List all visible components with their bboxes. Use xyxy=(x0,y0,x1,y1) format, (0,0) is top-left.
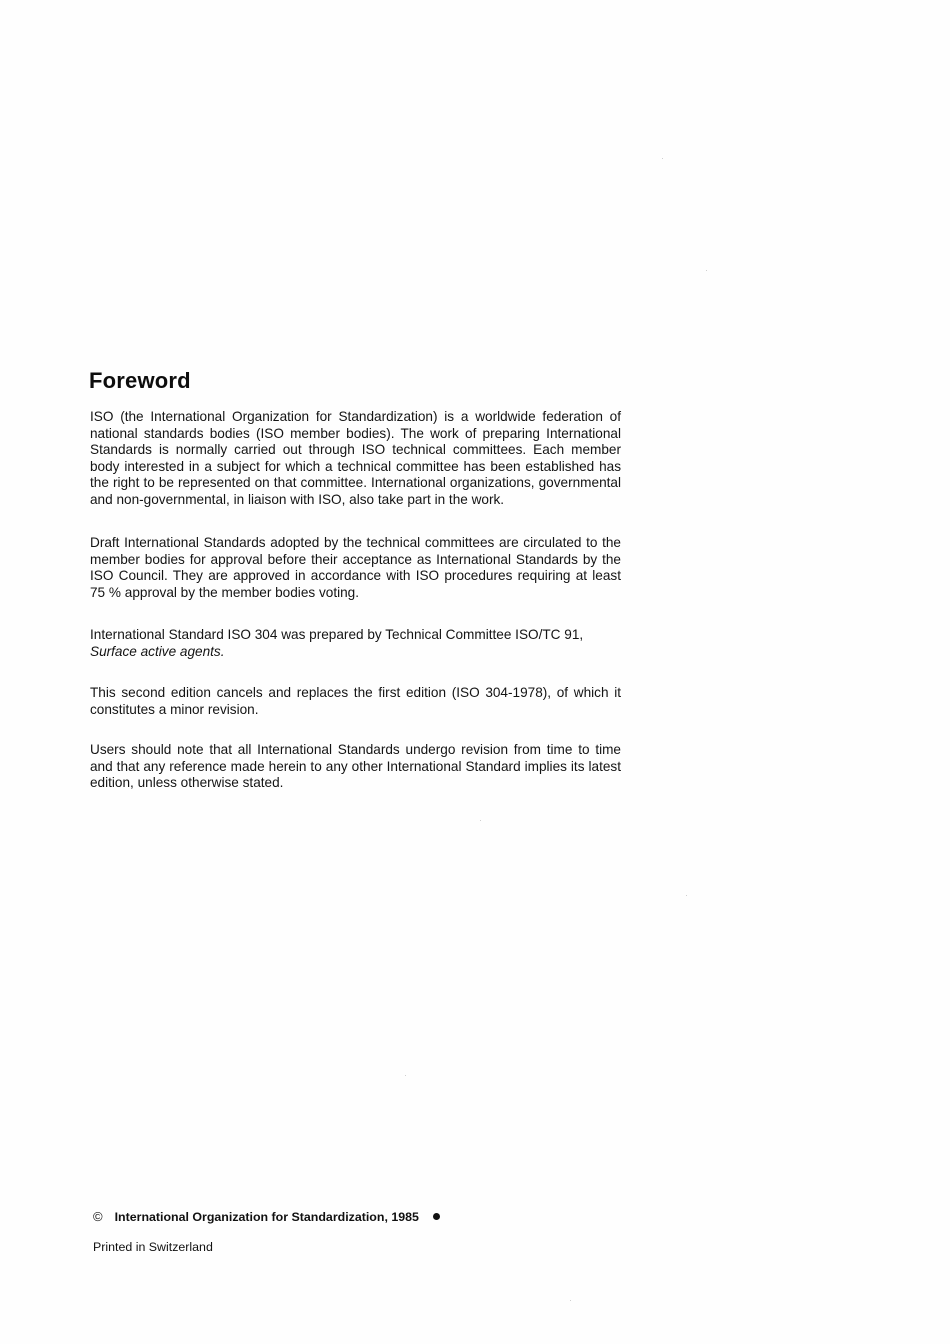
foreword-paragraph-prepared-by xyxy=(90,627,621,660)
copyright-icon: © xyxy=(93,1209,103,1224)
foreword-paragraph-2: Draft International Standards adopted by the technical committees are circulated to the member bodies for approval before their acceptance as International Standards by the ISO Council. They are approved in accordance with ISO procedures requiring at least 75 % approval by the member bodies voting. xyxy=(90,535,621,600)
foreword-paragraph-4: This second edition cancels and replaces the first edition (ISO 304-1978), of which it constitutes a minor revision. xyxy=(90,685,621,717)
scan-speck xyxy=(662,158,663,159)
copyright-text: International Organization for Standardization, 1985 xyxy=(114,1209,419,1224)
scan-speck xyxy=(480,820,481,821)
scan-speck xyxy=(405,1075,406,1076)
printed-location: Printed in Switzerland xyxy=(93,1240,213,1254)
bullet-icon xyxy=(433,1213,440,1220)
copyright-line xyxy=(93,1209,440,1224)
page-title: Foreword xyxy=(89,368,191,393)
foreword-paragraph-5: Users should note that all International Standards undergo revision from time to time and that any reference made herein to any other International Standard implies its latest edition, unless otherwise stated. xyxy=(90,742,621,791)
committee-title: Surface active agents. xyxy=(90,643,225,659)
scan-speck xyxy=(706,270,707,271)
prepared-by-text: International Standard ISO 304 was prepared by Technical Committee ISO/TC 91, xyxy=(90,627,584,642)
scan-speck xyxy=(570,1300,571,1301)
foreword-paragraph-1: ISO (the International Organization for Standardization) is a worldwide federation of national standards bodies (ISO member bodies). The work of preparing International Standards is normally carried out through ISO technical committees. Each member body interested in a subject for which a technical committee has been established has the right to be represented on that committee. International organizations, governmental and non-governmental, in liaison with ISO, also take part in the work. xyxy=(90,409,621,507)
scan-speck xyxy=(686,895,687,896)
